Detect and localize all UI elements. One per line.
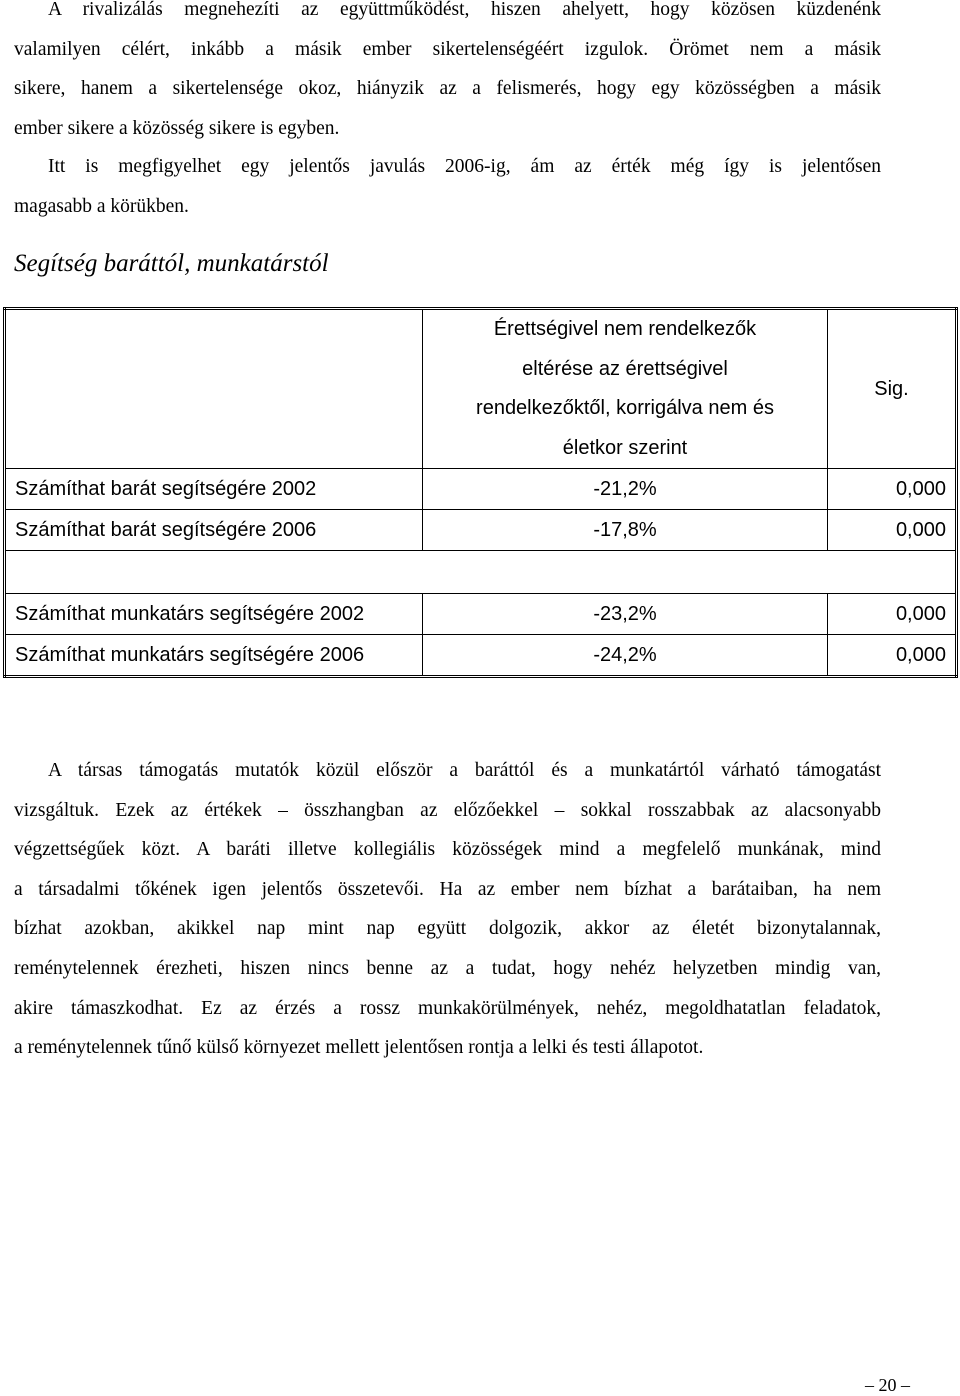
- row-label: Számíthat munkatárs segítségére 2002: [5, 594, 423, 635]
- row-value: -21,2%: [423, 469, 828, 510]
- paragraph-line: valamilyen célért, inkább a másik ember sikertelenségéért izgulok. Örömet nem a másik: [14, 38, 881, 60]
- table-row: [5, 510, 957, 551]
- table-header-row: [5, 309, 957, 469]
- row-value: -17,8%: [423, 510, 828, 551]
- paragraph-improvement: [14, 147, 881, 226]
- paragraph-line: reménytelennek érezheti, hiszen nincs benne az a tudat, hogy nehéz helyzetben mindig van,: [14, 957, 881, 979]
- paragraph-social-support: [14, 751, 881, 1068]
- support-table: [3, 307, 958, 678]
- row-label: Számíthat munkatárs segítségére 2006: [5, 635, 423, 677]
- paragraph-rivalry: [14, 0, 881, 148]
- table-spacer-row: [5, 551, 957, 594]
- page-number: – 20 –: [865, 1375, 910, 1395]
- header-sig-cell: Sig.: [828, 309, 957, 469]
- spacer-cell: [5, 551, 957, 594]
- paragraph-line: sikere, hanem a sikertelensége okoz, hiányzik az a felismerés, hogy egy közösségben a másik: [14, 78, 881, 100]
- header-line: rendelkezőktől, korrigálva nem és: [476, 397, 774, 419]
- paragraph-line: a társadalmi tőkének igen jelentős összetevői. Ha az ember nem bízhat a barátaiban, ha nem: [14, 878, 881, 900]
- row-sig: 0,000: [828, 594, 957, 635]
- row-label: Számíthat barát segítségére 2006: [5, 510, 423, 551]
- table-row: [5, 594, 957, 635]
- paragraph-line: vizsgáltuk. Ezek az értékek – összhangban az előzőekkel – sokkal rosszabbak az alacsonyabb: [14, 799, 881, 821]
- row-value: -23,2%: [423, 594, 828, 635]
- paragraph-line: magasabb a körükben.: [14, 195, 189, 217]
- paragraph-line: A rivalizálás megnehezíti az együttműködést, hiszen ahelyett, hogy közösen küzdenénk: [48, 0, 881, 20]
- row-sig: 0,000: [828, 510, 957, 551]
- paragraph-line: a reménytelennek tűnő külső környezet mellett jelentősen rontja a lelki és testi állapotot.: [14, 1037, 704, 1059]
- row-value: -24,2%: [423, 635, 828, 677]
- paragraph-line: végzettségűek közt. A baráti illetve kollegiális közösségek mind a megfelelő munkának, mind: [14, 839, 881, 861]
- paragraph-line: Itt is megfigyelhet egy jelentős javulás 2006-ig, ám az érték még így is jelentősen: [48, 156, 881, 177]
- header-line: Érettségivel nem rendelkezők: [493, 318, 757, 340]
- header-value-cell: [423, 309, 828, 469]
- table-row: [5, 635, 957, 677]
- row-sig: 0,000: [828, 635, 957, 677]
- row-sig: 0,000: [828, 469, 957, 510]
- paragraph-line: akire támaszkodhat. Ez az érzés a rossz munkakörülmények, nehéz, megoldhatatlan feladatok,: [14, 997, 881, 1019]
- section-heading: Segítség baráttól, munkatárstól: [14, 250, 329, 277]
- header-line: eltérése az érettségivel: [522, 357, 728, 380]
- header-empty-cell: [5, 309, 423, 469]
- table-row: [5, 469, 957, 510]
- header-line: életkor szerint: [562, 436, 688, 459]
- paragraph-line: bízhat azokban, akikkel nap mint nap együtt dolgozik, akkor az életét bizonytalannak,: [14, 918, 881, 940]
- paragraph-line: ember sikere a közösség sikere is egyben.: [14, 117, 340, 139]
- paragraph-line: A társas támogatás mutatók közül először a baráttól és a munkatártól várható támogatást: [48, 760, 881, 781]
- row-label: Számíthat barát segítségére 2002: [5, 469, 423, 510]
